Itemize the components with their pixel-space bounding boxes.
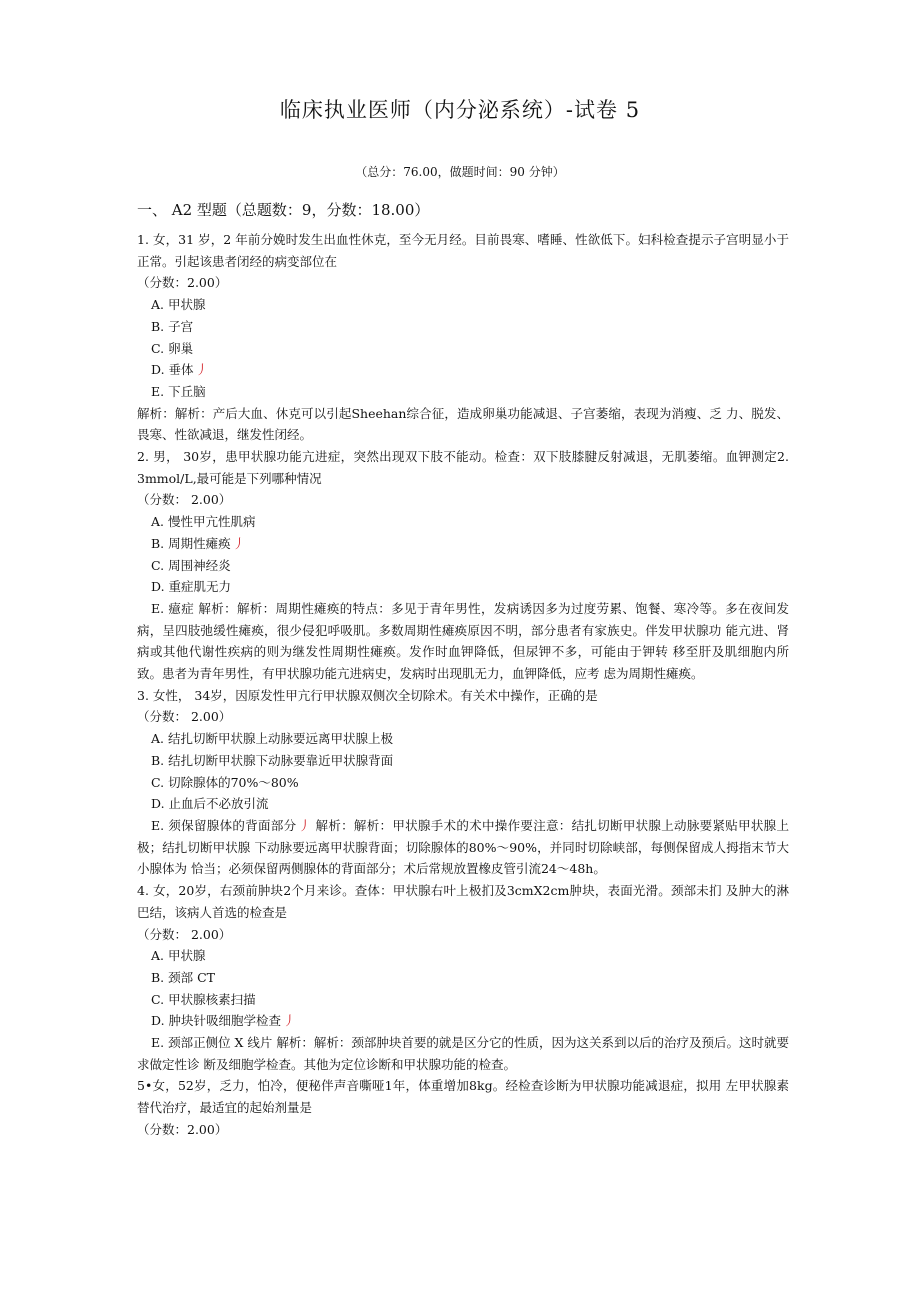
question-stem: 3. 女性， 34岁，因原发性甲亢行甲状腺双侧次全切除术。有关术中操作，正确的是 (137, 687, 598, 703)
correct-answer-mark: 丿 (283, 1013, 296, 1029)
option-correct (151, 359, 789, 381)
score-time-info: （总分：76.00，做题时间：90 分钟） (355, 165, 565, 179)
option: C. 卵巢 (151, 340, 194, 356)
questions-body (137, 229, 789, 1141)
correct-answer-mark: 丿 (195, 362, 209, 378)
option: A. 结扎切断甲状腺上动脉要远离甲状腺上极 (151, 731, 393, 747)
option: E. 下丘脑 (151, 383, 206, 399)
question-stem: 4. 女，20岁，右颈前肿块2个月来诊。查体：甲状腺右叶上极扪及3cmX2cm肿块，表面光滑。颈部未扪 及肿大的淋巴结，该病人首选的检查是 (137, 883, 789, 920)
option: B. 子宫 (151, 318, 194, 334)
option: A. 甲状腺 (151, 297, 206, 313)
option: D. 止血后不必放引流 (151, 796, 269, 812)
option: A. 甲状腺 (151, 948, 206, 964)
question-stem: 1. 女，31 岁，2 年前分娩时发生出血性休克，至今无月经。目前畏寒、嗜睡、性欲低下。妇科检查提示子宫明显小于正常。引起该患者闭经的病变部位在 (137, 232, 789, 269)
option-text: D. 垂体 (151, 362, 194, 378)
correct-answer-mark: 丿 (232, 535, 246, 551)
option-e-with-explanation (137, 815, 789, 880)
explanation: 解析：解析：甲状腺手术的术中操作要注意：结扎切断甲状腺上动脉要紧贴甲状腺上极；结扎切断甲状腺 下动脉要远离甲状腺背面；切除腺体的80%〜90%，并同时切除峡部，每侧保留成人拇指末节大小腺体为 恰当；必须保留两侧腺体的背面部分；术后常规放置橡皮管引流24〜48h。 (137, 817, 789, 877)
explanation: 解析：解析：产后大血、休克可以引起Sheehan综合征，造成卵巢功能减退、子宫萎缩，表现为消瘦、乏 力、脱发、畏寒、性欲减退，继发性闭经。 (137, 405, 789, 443)
page-title: 临床执业医师（内分泌系统）-试卷 5 (279, 98, 641, 122)
option-text: D. 肿块针吸细胞学检查 (151, 1013, 282, 1029)
question-score: （分数： 2.00） (137, 709, 232, 725)
option: C. 周围神经炎 (151, 557, 231, 573)
section-heading: 一、 A2 型题（总题数：9，分数：18.00） (137, 201, 430, 219)
question-score: （分数：2.00） (137, 275, 228, 291)
question-score: （分数： 2.00） (137, 492, 232, 508)
option: C. 甲状腺核素扫描 (151, 991, 256, 1007)
option: B. 结扎切断甲状腺下动脉要靠近甲状腺背面 (151, 752, 394, 768)
option-e-with-explanation: E. 癔症 解析：解析：周期性瘫痪的特点：多见于青年男性，发病诱因多为过度劳累、饱餐、寒冷等。多在夜间发 病，呈四肢弛缓性瘫痪，很少侵犯呼吸肌。多数周期性瘫痪原因不明，部分患者有家族史。伴发甲状腺功 能亢进、肾病或其他代谢性疾病的则为继发性周期性瘫痪。发作时血钾降低，但尿钾不多，可能由于钾转 移至肝及肌细胞内所致。患者为青年男性，有甲状腺功能亢进病史，发病时出现肌无力，血钾降低，应考 虑为周期性瘫痪。 (137, 600, 789, 682)
option-text: B. 周期性瘫痪 (151, 535, 231, 551)
option-text: E. 须保留腺体的背面部分 (151, 817, 297, 833)
option-correct (151, 1010, 789, 1032)
option-e-with-explanation: E. 颈部正侧位 X 线片 解析：解析：颈部肿块首要的就是区分它的性质，因为这关系到以后的治疗及预后。这时就要求做定性诊 断及细胞学检查。其他为定位诊断和甲状腺功能的检查。 (137, 1035, 789, 1072)
option-correct (151, 533, 789, 555)
question-score: （分数： 2.00） (137, 926, 232, 942)
question-score: （分数：2.00） (137, 1121, 228, 1137)
question-stem: 5•女，52岁，乏力，怕冷，便秘伴声音嘶哑1年，体重增加8kg。经检查诊断为甲状腺功能减退症，拟用 左甲状腺素替代治疗，最适宜的起始剂量是 (137, 1078, 789, 1116)
option: B. 颈部 CT (151, 969, 216, 985)
option: C. 切除腺体的70%〜80% (151, 774, 299, 790)
question-stem: 2. 男， 30岁，患甲状腺功能亢进症，突然出现双下肢不能动。检查：双下肢膝腱反射减退，无肌萎缩。血钾测定2. 3mmol/L,最可能是下列哪种情况 (137, 449, 789, 486)
correct-answer-mark: 丿 (298, 817, 312, 833)
option: A. 慢性甲亢性肌病 (151, 514, 256, 530)
option: D. 重症肌无力 (151, 579, 232, 595)
